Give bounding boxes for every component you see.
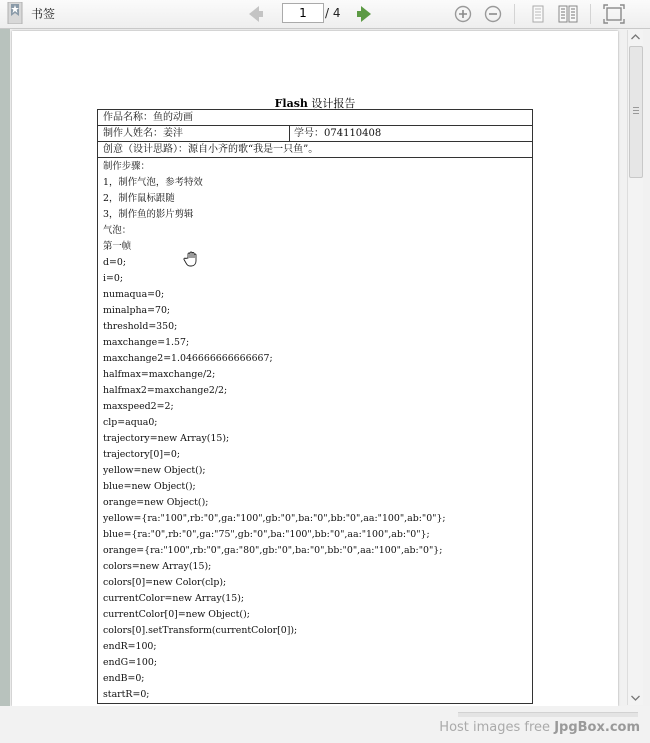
text-line: 3，制作鱼的影片剪辑: [103, 209, 194, 220]
text-line: trajectory[0]=0;: [103, 449, 180, 460]
text-line: startR=0;: [103, 689, 150, 700]
bookmarks-label[interactable]: 书签: [31, 7, 56, 21]
text-line: currentColor=new Array(15);: [103, 593, 245, 604]
text-line: threshold=350;: [103, 321, 178, 332]
viewer-toolbar: [0, 0, 650, 29]
arrow-left-icon[interactable]: [246, 4, 266, 24]
text-line: maxchange=1.57;: [103, 337, 190, 348]
text-line: maxchange2=1.046666666666667;: [103, 353, 273, 364]
text-line: colors=new Array(15);: [103, 561, 212, 572]
text-line: d=0;: [103, 257, 126, 268]
watermark-prefix: Host images free: [439, 720, 555, 735]
text-line: clp=aqua0;: [103, 417, 158, 428]
text-line: halfmax2=maxchange2/2;: [103, 385, 228, 396]
text-line: minalpha=70;: [103, 305, 171, 316]
title-rest: 设计报告: [307, 97, 356, 110]
footer-bar: [0, 706, 650, 743]
scroll-down-icon[interactable]: [628, 691, 643, 705]
text-line: i=0;: [103, 273, 123, 284]
two-page-icon[interactable]: [558, 4, 578, 24]
page-number-input[interactable]: [282, 3, 324, 23]
watermark-brand: JpgBox.com: [554, 720, 640, 735]
page-total: / 4: [325, 6, 341, 20]
text-line: 第一帧: [103, 241, 132, 252]
document-page: [12, 31, 618, 706]
title-bold: Flash: [274, 97, 308, 110]
horizontal-scrollbar[interactable]: [458, 712, 638, 717]
author-row: [98, 126, 532, 142]
author-cell: 制作人姓名：姜沣: [98, 126, 290, 141]
text-line: 2，制作鼠标跟随: [103, 193, 175, 204]
watermark: [439, 720, 640, 735]
left-gutter: [0, 29, 10, 706]
text-line: 1，制作气泡，参考特效: [103, 177, 203, 188]
single-page-icon[interactable]: [528, 4, 548, 24]
scrollbar-thumb[interactable]: [629, 46, 643, 178]
text-line: orange={ra:"100",rb:"0",ga:"80",gb:"0",ba:"0",bb:"0",aa:"100",ab:"0"};: [103, 545, 443, 556]
scroll-up-icon[interactable]: [628, 30, 643, 44]
report-table: [97, 109, 533, 704]
text-line: endG=100;: [103, 657, 157, 668]
work-name-cell: 作品名称：鱼的动画: [98, 110, 532, 126]
vertical-scrollbar[interactable]: [627, 30, 643, 705]
text-line: halfmax=maxchange/2;: [103, 369, 216, 380]
text-line: endB=0;: [103, 673, 145, 684]
text-line: yellow={ra:"100",rb:"0",ga:"100",gb:"0",ba:"0",bb:"0",aa:"100",ab:"0"};: [103, 513, 446, 524]
text-line: endR=100;: [103, 641, 157, 652]
toolbar-divider: [590, 4, 591, 24]
text-line: trajectory=new Array(15);: [103, 433, 230, 444]
text-line: yellow=new Object();: [103, 465, 206, 476]
text-line: blue={ra:"0",rb:"0",ga:"75",gb:"0",ba:"100",bb:"0",aa:"100",ab:"0"};: [103, 529, 430, 540]
text-line: colors[0]=new Color(clp);: [103, 577, 227, 588]
text-line: maxspeed2=2;: [103, 401, 174, 412]
text-line: numaqua=0;: [103, 289, 165, 300]
fullscreen-icon[interactable]: [603, 4, 625, 24]
text-line: orange=new Object();: [103, 497, 209, 508]
text-line: blue=new Object();: [103, 481, 196, 492]
steps-cell: [98, 158, 532, 703]
bookmark-icon[interactable]: [7, 2, 23, 24]
student-id-cell: 学号：074110408: [294, 128, 382, 139]
zoom-in-icon[interactable]: [453, 4, 473, 24]
text-line: 气泡：: [103, 225, 132, 236]
text-line: currentColor[0]=new Object();: [103, 609, 250, 620]
toolbar-divider: [514, 4, 515, 24]
zoom-out-icon[interactable]: [483, 4, 503, 24]
hand-cursor-icon: [183, 250, 201, 268]
text-line: 制作步骤：: [103, 161, 150, 172]
idea-cell: 创意（设计思路）：源自小齐的歌“我是一只鱼”。: [98, 142, 532, 158]
arrow-right-icon[interactable]: [354, 4, 374, 24]
text-line: colors[0].setTransform(currentColor[0]);: [103, 625, 298, 636]
